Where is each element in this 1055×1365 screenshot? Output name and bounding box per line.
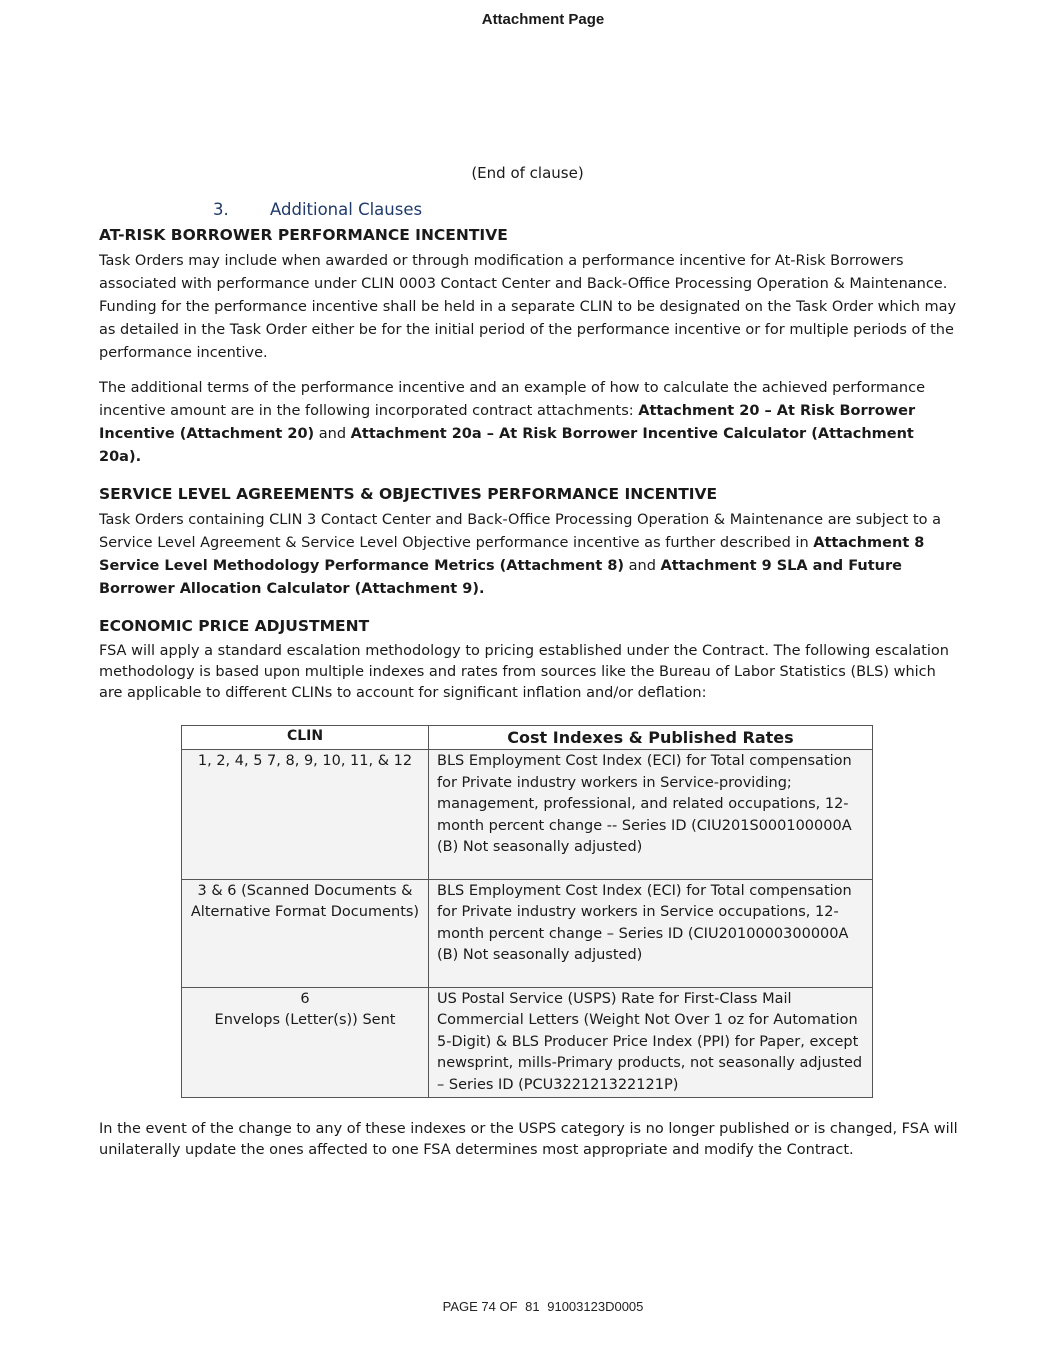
clin-cell — [182, 879, 429, 987]
contract-number: 91003123D0005 — [547, 1299, 644, 1314]
attachment-20-ref: Attachment 20 – At Risk Borrower Incentive (Attachment 20) — [99, 403, 916, 442]
cost-index-table — [181, 725, 873, 1098]
epa-heading: ECONOMIC PRICE ADJUSTMENT — [99, 617, 370, 635]
end-of-clause: (End of clause) — [471, 164, 584, 182]
clin-line: 1, 2, 4, 5 7, 8, 9, 10, 11, & 12 — [197, 753, 413, 769]
table-header-row — [182, 726, 873, 750]
page-footer — [0, 1299, 1055, 1314]
sla-section — [99, 483, 959, 601]
page-label: PAGE 74 OF — [442, 1299, 518, 1314]
at-risk-section — [99, 224, 959, 365]
rates-column-header: Cost Indexes & Published Rates — [429, 726, 873, 750]
at-risk-heading: AT-RISK BORROWER PERFORMANCE INCENTIVE — [99, 226, 508, 244]
sla-paragraph — [99, 509, 959, 601]
and-text: and — [314, 426, 351, 442]
attachment-20a-ref: Attachment 20a – At Risk Borrower Incentive Calculator (Attachment 20a). — [99, 426, 914, 465]
at-risk-attachments-paragraph — [99, 377, 959, 469]
section-number: 3. — [213, 200, 229, 219]
at-risk-attachments-text: The additional terms of the performance incentive and an example of how to calculate the achieved performance incentive amount are in the following incorporated contract attachments: — [99, 380, 926, 419]
closing-section — [99, 1119, 959, 1161]
table-row — [182, 879, 873, 987]
clin-line: Envelops (Letter(s)) Sent — [214, 1012, 396, 1028]
closing-paragraph: In the event of the change to any of these indexes or the USPS category is no longer published or is changed, FSA will unilaterally update the ones affected to one FSA determines most appropriate and modify the Contract. — [99, 1121, 958, 1158]
rate-cell: BLS Employment Cost Index (ECI) for Total compensation for Private industry workers in Service-providing; management, professional, and related occupations, 12-month percent change -- Series ID (CIU201S000100000A (B) Not seasonally adjusted) — [429, 750, 873, 880]
clin-cell — [182, 750, 429, 880]
table-row — [182, 750, 873, 880]
document-body — [99, 224, 959, 1161]
section-title: Additional Clauses — [270, 200, 423, 219]
rate-cell: BLS Employment Cost Index (ECI) for Total compensation for Private industry workers in Service occupations, 12-month percent change – Series ID (CIU2010000300000A (B) Not seasonally adjusted) — [429, 879, 873, 987]
clin-line: 3 & 6 (Scanned Documents & — [197, 882, 413, 899]
attachment-9-ref: Attachment 9 SLA and Future Borrower Allocation Calculator (Attachment 9). — [99, 558, 902, 597]
clin-column-header: CLIN — [182, 726, 429, 750]
epa-section — [99, 615, 959, 1161]
epa-intro: FSA will apply a standard escalation methodology to pricing established under the Contract. The following escalation methodology is based upon multiple indexes and rates from sources like the Bureau of Labor Statistics (BLS) which are applicable to different CLINs to account for significant inflation and/or deflation: — [99, 643, 949, 701]
attachment-8-ref: Attachment 8 Service Level Methodology Performance Metrics (Attachment 8) — [99, 535, 925, 574]
and-text: and — [624, 558, 661, 574]
at-risk-paragraph: Task Orders may include when awarded or through modification a performance incentive for At-Risk Borrowers associated with performance under CLIN 0003 Contact Center and Back-Office Processing Operation & Maintenance. Funding for the performance incentive shall be held in a separate CLIN to be designated on the Task Order which may as detailed in the Task Order either be for the initial period of the performance incentive or for multiple periods of the performance incentive. — [99, 253, 957, 361]
page-header: Attachment Page — [481, 11, 605, 28]
table-row — [182, 987, 873, 1098]
sla-heading: SERVICE LEVEL AGREEMENTS & OBJECTIVES PERFORMANCE INCENTIVE — [99, 485, 718, 503]
clin-line: Alternative Format Documents) — [190, 904, 420, 920]
section-heading — [213, 200, 422, 219]
clin-cell — [182, 987, 429, 1098]
at-risk-attachments — [99, 377, 959, 469]
page-total: 81 — [525, 1299, 540, 1314]
clin-line: 6 — [300, 990, 310, 1007]
sla-text: Task Orders containing CLIN 3 Contact Center and Back-Office Processing Operation & Maintenance are subject to a Service Level Agreement & Service Level Objective performance incentive as further described in — [99, 512, 941, 551]
rate-cell: US Postal Service (USPS) Rate for First-Class Mail Commercial Letters (Weight Not Over 1 oz for Automation 5-Digit) & BLS Producer Price Index (PPI) for Paper, except newsprint, mills-Primary products, not seasonally adjusted – Series ID (PCU322121322121P) — [429, 987, 873, 1098]
